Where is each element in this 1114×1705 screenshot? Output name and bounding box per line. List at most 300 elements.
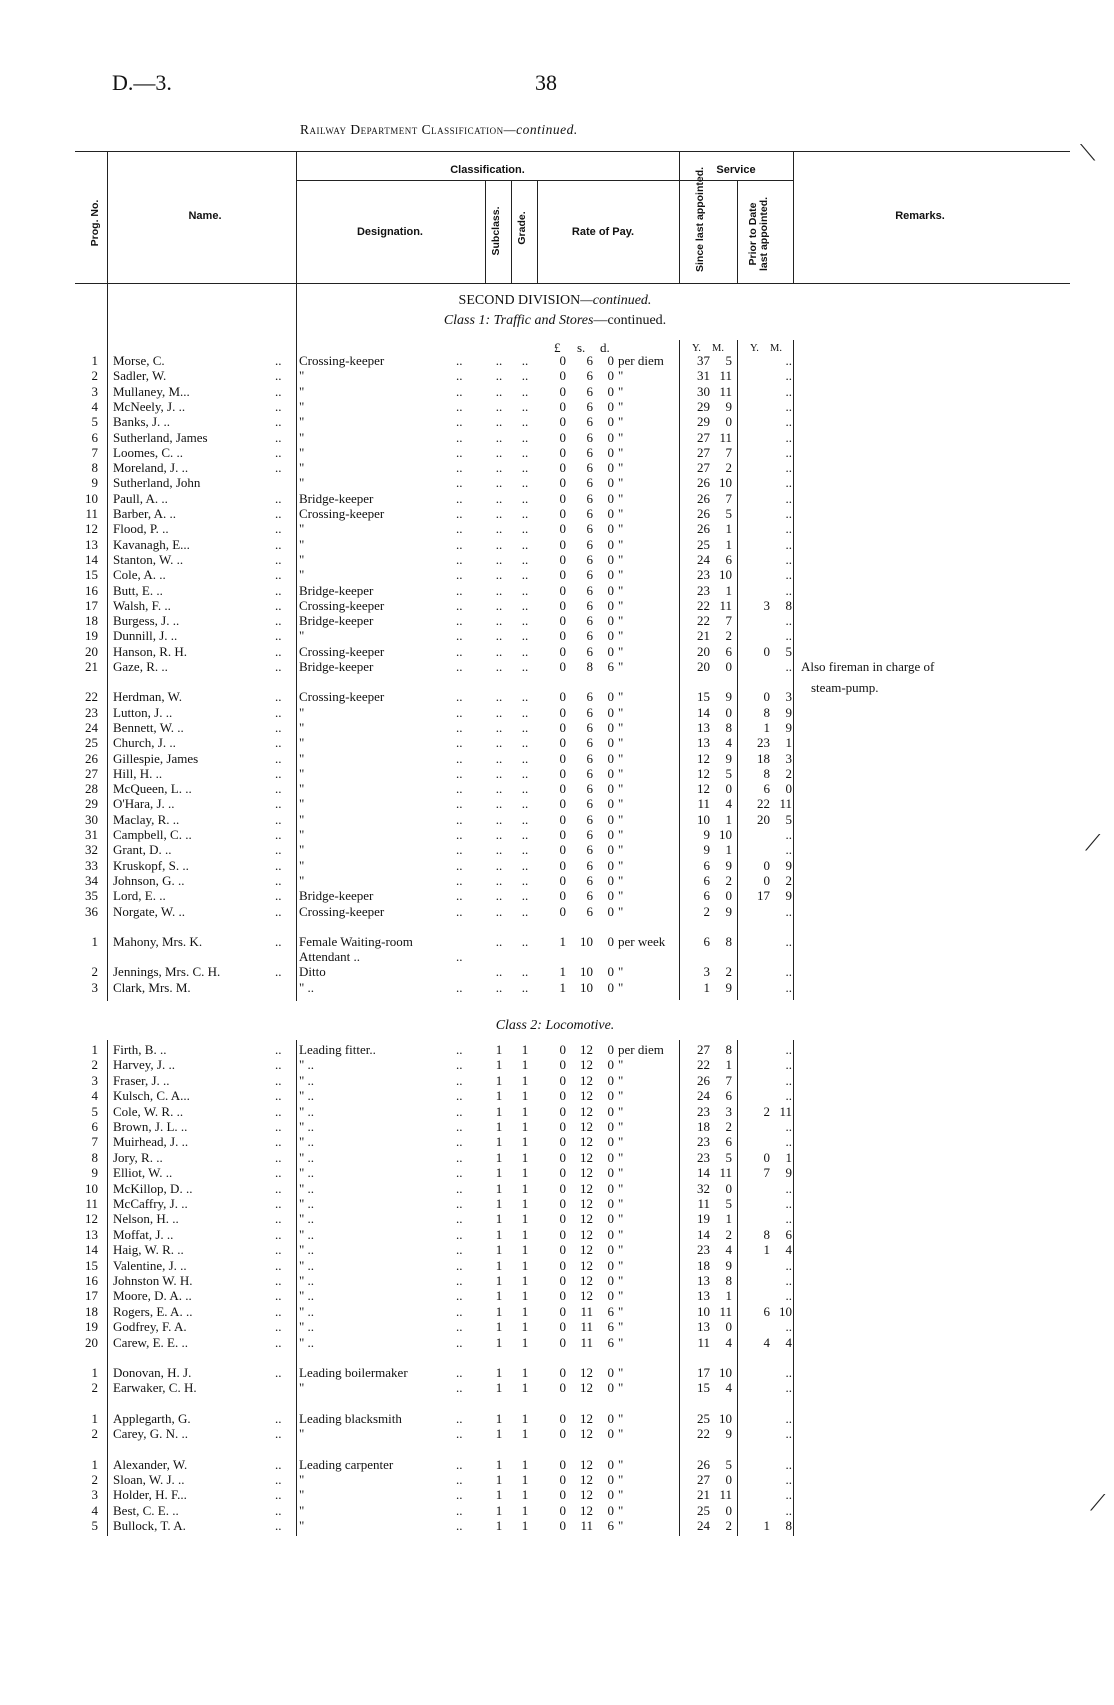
- cell-designation-dots: ..: [456, 567, 463, 583]
- cell-name-dots: ..: [275, 964, 282, 980]
- cell-grade: 1: [521, 1502, 529, 1518]
- table-row: [0, 934, 1114, 949]
- cell-designation-dots: ..: [456, 1487, 463, 1503]
- cell-pay-period: ": [618, 1334, 624, 1350]
- cell-name: Sloan, W. J. ..: [113, 1472, 185, 1487]
- table-row: [0, 567, 1114, 582]
- cell-prior-months: 5: [785, 811, 792, 827]
- table-row: [0, 1057, 1114, 1072]
- table-row: [0, 781, 1114, 796]
- cell-pay-shillings: 12: [580, 1410, 593, 1426]
- table-row: [0, 873, 1114, 888]
- table-row: [0, 1304, 1114, 1319]
- table-row: [0, 1134, 1114, 1149]
- cell-prog-no: 27: [85, 765, 98, 781]
- cell-grade: 1: [521, 1134, 529, 1150]
- cell-pay-pounds: 0: [559, 582, 566, 598]
- cell-grade: ..: [521, 735, 529, 751]
- cell-grade: ..: [521, 659, 529, 674]
- cell-pay-period: ": [618, 1134, 624, 1150]
- cell-designation: Bridge-keeper: [299, 490, 374, 506]
- cell-pay-pounds: 0: [559, 506, 566, 521]
- cell-prior-months: ..: [785, 1273, 792, 1288]
- table-row: [0, 812, 1114, 827]
- cell-prog-no: 18: [85, 1303, 98, 1319]
- cell-pay-period: ": [618, 903, 624, 919]
- cell-since-months: 9: [725, 979, 732, 995]
- cell-pay-pence: 6: [607, 659, 614, 674]
- cell-pay-shillings: 11: [580, 1303, 593, 1319]
- cell-subclass: 1: [495, 1273, 503, 1288]
- cell-prior-months: 8: [785, 597, 792, 613]
- cell-name: Bullock, T. A.: [113, 1518, 186, 1534]
- cell-prior-months: 3: [785, 750, 792, 766]
- cell-name: Moreland, J. ..: [113, 460, 189, 476]
- cell-subclass: 1: [495, 1242, 503, 1258]
- cell-since-years: 13: [697, 1273, 710, 1288]
- cell-designation: " ..: [299, 1057, 315, 1073]
- cell-subclass: 1: [495, 1211, 503, 1227]
- table-row: [0, 644, 1114, 659]
- cell-designation-dots: ..: [456, 765, 463, 781]
- cell-prior-years: 6: [763, 1303, 770, 1319]
- cell-since-months: 2: [725, 872, 732, 888]
- cell-pay-pence: 0: [607, 353, 614, 368]
- cell-prog-no: 2: [91, 1057, 98, 1073]
- cell-prior-years: 6: [763, 781, 770, 797]
- cell-subclass: ..: [495, 383, 503, 399]
- cell-subclass: ..: [495, 979, 503, 995]
- cell-subclass: ..: [495, 398, 503, 414]
- header-prior-to: Prior to Date last appointed.: [747, 196, 770, 272]
- cell-pay-period: ": [618, 398, 624, 414]
- cell-name: O'Hara, J. ..: [113, 796, 175, 812]
- cell-name-dots: ..: [275, 719, 282, 735]
- cell-designation: ": [299, 842, 305, 858]
- cell-pay-pounds: 0: [559, 1426, 566, 1442]
- cell-designation-dots: ..: [456, 460, 463, 476]
- cell-prior-months: ..: [785, 1319, 792, 1335]
- cell-grade: ..: [521, 398, 529, 414]
- cell-since-years: 14: [697, 1165, 710, 1181]
- cell-subclass: ..: [495, 506, 503, 521]
- cell-prog-no: 17: [85, 1288, 98, 1304]
- table-row: [0, 368, 1114, 383]
- cell-name: Banks, J. ..: [113, 414, 171, 430]
- cell-prior-years: 1: [763, 1518, 770, 1534]
- cell-since-months: 2: [725, 1119, 732, 1134]
- cell-pay-pence: 0: [607, 613, 614, 629]
- cell-designation: " ..: [299, 1119, 315, 1134]
- cell-name: Johnson, G. ..: [113, 872, 185, 888]
- cell-since-months: 8: [725, 719, 732, 735]
- cell-since-years: 18: [697, 1257, 710, 1273]
- cell-prior-months: ..: [785, 659, 792, 674]
- cell-pay-pence: 0: [607, 1226, 614, 1242]
- cell-pay-period: ": [618, 490, 624, 506]
- cell-designation-dots: ..: [456, 811, 463, 827]
- cell-pay-pounds: 0: [559, 1319, 566, 1335]
- cell-designation-dots: ..: [456, 1226, 463, 1242]
- cell-pay-shillings: 12: [580, 1119, 593, 1134]
- table-row: [0, 735, 1114, 750]
- cell-designation-dots: ..: [456, 1072, 463, 1088]
- cell-pay-pence: 0: [607, 383, 614, 399]
- cell-designation: ": [299, 1518, 305, 1534]
- cell-name-dots: ..: [275, 1472, 282, 1487]
- cell-pay-shillings: 6: [586, 582, 593, 598]
- cell-subclass: 1: [495, 1319, 503, 1335]
- cell-name-dots: ..: [275, 1487, 282, 1503]
- cell-pay-pence: 6: [607, 1319, 614, 1335]
- cell-designation-dots: ..: [456, 1149, 463, 1165]
- cell-prior-months: ..: [785, 1072, 792, 1088]
- cell-pay-pence: 0: [607, 888, 614, 904]
- cell-since-months: 9: [725, 689, 732, 705]
- cell-designation: ": [299, 719, 305, 735]
- page-number: 38: [535, 70, 557, 95]
- cell-name: Muirhead, J. ..: [113, 1134, 189, 1150]
- cell-since-months: 5: [725, 1196, 732, 1211]
- cell-pay-shillings: 6: [586, 842, 593, 858]
- cell-name-dots: ..: [275, 659, 282, 674]
- cell-since-years: 26: [697, 1456, 710, 1472]
- cell-name: Flood, P. ..: [113, 521, 169, 537]
- cell-designation-dots: ..: [456, 1165, 463, 1181]
- cell-prior-years: 7: [763, 1165, 770, 1181]
- cell-pay-pence: 0: [607, 735, 614, 751]
- cell-pay-pounds: 0: [559, 1180, 566, 1196]
- cell-pay-shillings: 6: [586, 750, 593, 766]
- cell-since-years: 25: [697, 536, 710, 552]
- cell-pay-period: ": [618, 414, 624, 430]
- cell-since-months: 0: [725, 1472, 732, 1487]
- remark-continuation: steam-pump.: [811, 680, 879, 695]
- header-since-last: Since last appointed.: [694, 166, 706, 272]
- cell-since-months: 9: [725, 750, 732, 766]
- cell-since-months: 7: [725, 1072, 732, 1088]
- cell-name-dots: ..: [275, 765, 282, 781]
- cell-designation-dots: ..: [456, 1518, 463, 1534]
- cell-pay-shillings: 6: [586, 597, 593, 613]
- cell-prior-months: ..: [785, 1057, 792, 1073]
- cell-designation: ": [299, 1472, 305, 1487]
- cell-designation-dots: ..: [456, 719, 463, 735]
- cell-designation: Female Waiting-room: [299, 933, 413, 949]
- cell-pay-period: ": [618, 1456, 624, 1472]
- cell-subclass: ..: [495, 964, 503, 980]
- cell-subclass: 1: [495, 1072, 503, 1088]
- cell-pay-shillings: 10: [580, 979, 593, 995]
- cell-grade: ..: [521, 719, 529, 735]
- cell-designation-dots: ..: [456, 551, 463, 567]
- cell-prog-no: 15: [85, 1257, 98, 1273]
- cell-prog-no: 20: [85, 1334, 98, 1350]
- table-row: [0, 1273, 1114, 1288]
- cell-grade: ..: [521, 643, 529, 659]
- cell-designation: Attendant ..: [299, 949, 361, 965]
- cell-prog-no: 8: [91, 460, 98, 476]
- cell-pay-period: ": [618, 765, 624, 781]
- cell-pay-shillings: 12: [580, 1042, 593, 1057]
- cell-subclass: ..: [495, 735, 503, 751]
- cell-pay-shillings: 6: [586, 689, 593, 705]
- cell-name: Grant, D. ..: [113, 842, 172, 858]
- cell-name: Hanson, R. H.: [113, 643, 188, 659]
- cell-since-months: 6: [725, 551, 732, 567]
- cell-since-years: 27: [697, 1042, 710, 1057]
- cell-pay-period: ": [618, 582, 624, 598]
- cell-subclass: 1: [495, 1257, 503, 1273]
- cell-prior-years: 3: [763, 597, 770, 613]
- cell-pay-shillings: 12: [580, 1196, 593, 1211]
- cell-since-years: 27: [697, 460, 710, 476]
- cell-prior-months: ..: [785, 414, 792, 430]
- page-code: D.—3.: [112, 70, 172, 95]
- cell-grade: 1: [521, 1211, 529, 1227]
- table-row: [0, 384, 1114, 399]
- cell-pay-pounds: 0: [559, 414, 566, 430]
- cell-pay-pence: 0: [607, 368, 614, 384]
- cell-since-months: 4: [725, 1380, 732, 1396]
- cell-since-years: 23: [697, 567, 710, 583]
- cell-prog-no: 1: [91, 1042, 98, 1057]
- col-rule-4: [511, 180, 512, 283]
- cell-pay-period: per diem: [618, 1042, 664, 1057]
- cell-pay-shillings: 6: [586, 781, 593, 797]
- cell-since-months: 9: [725, 1257, 732, 1273]
- cell-designation-dots: ..: [456, 444, 463, 460]
- cell-designation: ": [299, 414, 305, 430]
- cell-name: Herdman, W.: [113, 689, 182, 705]
- cell-prior-months: ..: [785, 383, 792, 399]
- cell-subclass: ..: [495, 460, 503, 476]
- cell-subclass: ..: [495, 475, 503, 491]
- table-row: [0, 445, 1114, 460]
- cell-since-years: 22: [697, 613, 710, 629]
- cell-designation: ": [299, 811, 305, 827]
- cell-prog-no: 3: [91, 1072, 98, 1088]
- cell-grade: 1: [521, 1165, 529, 1181]
- cell-designation-dots: ..: [456, 475, 463, 491]
- cell-name-dots: ..: [275, 1180, 282, 1196]
- cell-pay-pence: 0: [607, 1196, 614, 1211]
- table-row: [0, 583, 1114, 598]
- cell-pay-pence: 0: [607, 704, 614, 720]
- cell-since-years: 24: [697, 1088, 710, 1104]
- cell-designation: Crossing-keeper: [299, 643, 385, 659]
- cell-pay-pounds: 0: [559, 643, 566, 659]
- cell-pay-period: ": [618, 597, 624, 613]
- cell-prior-months: ..: [785, 398, 792, 414]
- cell-designation: ": [299, 765, 305, 781]
- cell-subclass: ..: [495, 719, 503, 735]
- cell-name: Butt, E. ..: [113, 582, 163, 598]
- cell-designation-dots: ..: [456, 796, 463, 812]
- cell-pay-pence: 0: [607, 933, 614, 949]
- cell-pay-pounds: 0: [559, 1257, 566, 1273]
- cell-grade: ..: [521, 933, 529, 949]
- cell-pay-period: ": [618, 1365, 624, 1380]
- cell-pay-pence: 0: [607, 1057, 614, 1073]
- cell-prior-months: ..: [785, 429, 792, 445]
- cell-pay-period: ": [618, 613, 624, 629]
- cell-designation-dots: ..: [456, 949, 463, 965]
- table-row: [0, 1426, 1114, 1441]
- cell-grade: 1: [521, 1072, 529, 1088]
- class2-heading: [360, 1018, 750, 1034]
- cell-pay-shillings: 12: [580, 1380, 593, 1396]
- cell-name-dots: ..: [275, 1410, 282, 1426]
- cell-pay-shillings: 6: [586, 796, 593, 812]
- cell-pay-shillings: 12: [580, 1180, 593, 1196]
- cell-prog-no: 23: [85, 704, 98, 720]
- cell-pay-pence: 0: [607, 1072, 614, 1088]
- cell-pay-shillings: 6: [586, 353, 593, 368]
- cell-grade: 1: [521, 1042, 529, 1057]
- cell-prog-no: 30: [85, 811, 98, 827]
- table-row: [0, 949, 1114, 964]
- cell-pay-shillings: 6: [586, 414, 593, 430]
- cell-name-dots: ..: [275, 689, 282, 705]
- cell-since-months: 10: [719, 475, 732, 491]
- cell-name-dots: ..: [275, 1088, 282, 1104]
- cell-pay-period: ": [618, 368, 624, 384]
- cell-since-years: 27: [697, 1472, 710, 1487]
- cell-pay-shillings: 6: [586, 643, 593, 659]
- cell-since-years: 14: [697, 1226, 710, 1242]
- cell-prog-no: 36: [85, 903, 98, 919]
- cell-prior-months: ..: [785, 1472, 792, 1487]
- cell-name-dots: ..: [275, 444, 282, 460]
- unit-months-2: M.: [770, 343, 782, 354]
- cell-prog-no: 11: [85, 1196, 98, 1211]
- cell-pay-pounds: 1: [559, 979, 566, 995]
- cell-pay-shillings: 6: [586, 704, 593, 720]
- table-row: [0, 399, 1114, 414]
- cell-pay-pounds: 0: [559, 429, 566, 445]
- cell-designation: " ..: [299, 1134, 315, 1150]
- cell-pay-period: ": [618, 1057, 624, 1073]
- cell-prog-no: 8: [91, 1149, 98, 1165]
- cell-grade: ..: [521, 506, 529, 521]
- cell-since-years: 3: [703, 964, 710, 980]
- cell-pay-pounds: 0: [559, 781, 566, 797]
- cell-pay-period: ": [618, 521, 624, 537]
- cell-grade: ..: [521, 689, 529, 705]
- cell-subclass: ..: [495, 521, 503, 537]
- table-row: [0, 552, 1114, 567]
- cell-designation-dots: ..: [456, 1456, 463, 1472]
- cell-pay-shillings: 12: [580, 1288, 593, 1304]
- cell-since-years: 6: [703, 933, 710, 949]
- cell-pay-shillings: 6: [586, 735, 593, 751]
- cell-grade: 1: [521, 1334, 529, 1350]
- cell-designation: " ..: [299, 1273, 315, 1288]
- cell-pay-shillings: 12: [580, 1472, 593, 1487]
- cell-designation: Crossing-keeper: [299, 903, 385, 919]
- cell-pay-shillings: 6: [586, 536, 593, 552]
- cell-designation: ": [299, 398, 305, 414]
- cell-since-months: 2: [725, 964, 732, 980]
- cell-pay-pounds: 0: [559, 628, 566, 644]
- cell-designation: " ..: [299, 1257, 315, 1273]
- cell-pay-pounds: 0: [559, 1149, 566, 1165]
- cell-designation: " ..: [299, 1319, 315, 1335]
- cell-name-dots: ..: [275, 1319, 282, 1335]
- cell-pay-pence: 6: [607, 1334, 614, 1350]
- cell-name-dots: ..: [275, 842, 282, 858]
- cell-name: Gillespie, James: [113, 750, 199, 766]
- cell-name: Donovan, H. J.: [113, 1365, 192, 1380]
- cell-pay-pounds: 0: [559, 857, 566, 873]
- cell-pay-pounds: 0: [559, 1334, 566, 1350]
- cell-prior-months: ..: [785, 1365, 792, 1380]
- table-row: [0, 613, 1114, 628]
- cell-prior-months: ..: [785, 368, 792, 384]
- cell-since-years: 25: [697, 1410, 710, 1426]
- cell-pay-pounds: 0: [559, 1303, 566, 1319]
- cell-since-months: 6: [725, 1088, 732, 1104]
- cell-pay-pounds: 0: [559, 1119, 566, 1134]
- cell-prior-months: 9: [785, 1165, 792, 1181]
- cell-designation-dots: ..: [456, 704, 463, 720]
- cell-prior-months: 8: [785, 1518, 792, 1534]
- cell-prog-no: 18: [85, 613, 98, 629]
- cell-pay-pounds: 0: [559, 368, 566, 384]
- cell-name: Clark, Mrs. M.: [113, 979, 191, 995]
- cell-prior-months: ..: [785, 1180, 792, 1196]
- cell-designation: ": [299, 536, 305, 552]
- cell-prog-no: 9: [91, 1165, 98, 1181]
- cell-name-dots: ..: [275, 1288, 282, 1304]
- cell-designation-dots: ..: [456, 842, 463, 858]
- cell-prior-months: ..: [785, 1456, 792, 1472]
- cell-pay-period: ": [618, 444, 624, 460]
- cell-pay-shillings: 6: [586, 506, 593, 521]
- cell-pay-period: ": [618, 1257, 624, 1273]
- cell-since-months: 5: [725, 1149, 732, 1165]
- cell-since-years: 13: [697, 1288, 710, 1304]
- cell-designation-dots: ..: [456, 1472, 463, 1487]
- cell-since-months: 0: [725, 414, 732, 430]
- cell-since-months: 9: [725, 903, 732, 919]
- cell-pay-pence: 0: [607, 903, 614, 919]
- cell-since-years: 18: [697, 1119, 710, 1134]
- cell-prior-months: 1: [785, 735, 792, 751]
- cell-name-dots: ..: [275, 1426, 282, 1442]
- cell-name: Cole, A. ..: [113, 567, 166, 583]
- cell-pay-period: per diem: [618, 353, 664, 368]
- cell-since-months: 8: [725, 1273, 732, 1288]
- cell-prog-no: 5: [91, 414, 98, 430]
- cell-pay-period: ": [618, 1242, 624, 1258]
- class2-prefix: Class 2:: [495, 1018, 542, 1033]
- cell-since-years: 17: [697, 1365, 710, 1380]
- cell-pay-shillings: 11: [580, 1518, 593, 1534]
- cell-pay-shillings: 12: [580, 1103, 593, 1119]
- cell-since-months: 4: [725, 1242, 732, 1258]
- cell-designation: ": [299, 429, 305, 445]
- cell-designation: " ..: [299, 1303, 315, 1319]
- cell-name-dots: ..: [275, 811, 282, 827]
- cell-since-months: 5: [725, 1456, 732, 1472]
- cell-grade: ..: [521, 460, 529, 476]
- cell-pay-pounds: 0: [559, 1410, 566, 1426]
- cell-since-years: 23: [697, 1134, 710, 1150]
- cell-designation-dots: ..: [456, 1119, 463, 1134]
- cell-prior-months: ..: [785, 1426, 792, 1442]
